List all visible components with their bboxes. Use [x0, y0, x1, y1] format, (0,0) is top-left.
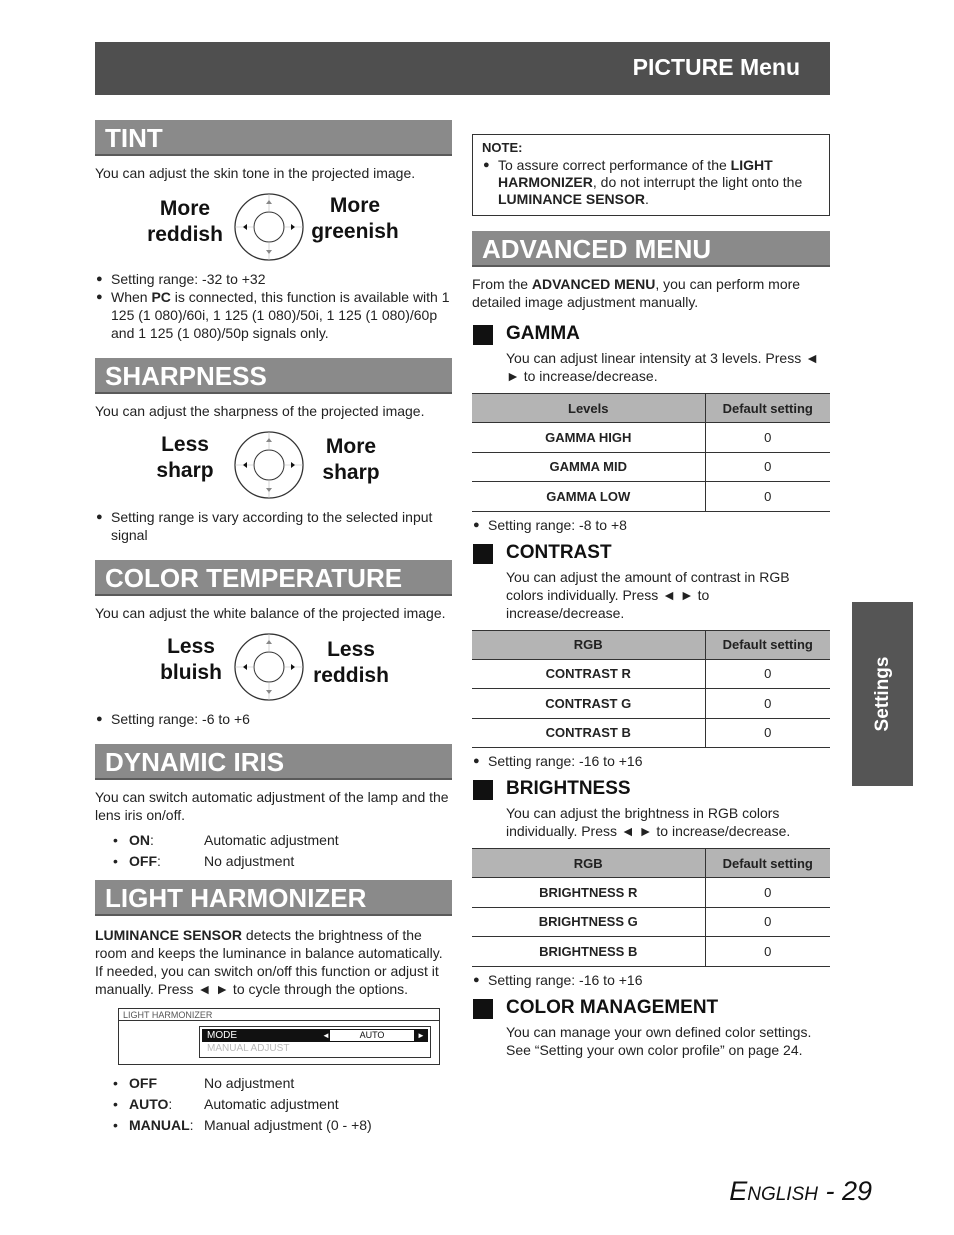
dpad-icon: [233, 192, 305, 262]
light-harmonizer-description: LUMINANCE SENSOR detects the brightness of the room and keeps the luminance in balance automatically. If needed, you can switch on/off this function or adjust it manually. Press ◄ ► to cycle through the options.: [95, 927, 443, 997]
tint-description: You can adjust the skin tone in the projected image.: [95, 165, 416, 181]
page-footer: ENGLISH - 29: [729, 1176, 872, 1206]
list-item: ● When PC is connected, this function is available with 1 125 (1 080)/60i, 1 125 (1 080)/50i, 1 125 (1 080)/60p and 1 125 (1 080)/50p signals only.: [95, 288, 452, 342]
sharpness-right-label: More sharp: [322, 435, 380, 484]
table-row: BRIGHTNESS G 0: [472, 907, 830, 937]
brightness-description: You can adjust the brightness in RGB colors individually. Press ◄ ► to increase/decrease.: [506, 805, 791, 839]
dynamic-iris-description: You can switch automatic adjustment of the lamp and the lens iris on/off.: [95, 789, 449, 823]
list-item: ● Setting range: -16 to +16: [472, 971, 830, 989]
table-header: Default setting: [705, 394, 830, 423]
table-row: CONTRAST R 0: [472, 659, 830, 689]
light-harmonizer-options: [95, 1073, 452, 1136]
left-column: [95, 120, 452, 1136]
sharpness-left-label: Less sharp: [156, 433, 214, 482]
list-item: • OFF: No adjustment: [129, 851, 452, 872]
light-harmonizer-menu-screen: [118, 1008, 440, 1065]
menu-row-manual-adjust: MANUAL ADJUST: [207, 1043, 290, 1054]
table-header-row: [472, 630, 830, 659]
color-temperature-left-label: Less bluish: [160, 635, 222, 684]
tint-heading: TINT: [95, 120, 452, 156]
settings-side-tab: Settings: [852, 602, 913, 786]
arrow-left-icon: ◄: [322, 1031, 330, 1040]
tint-bullets: [95, 270, 452, 342]
table-row: GAMMA HIGH 0: [472, 423, 830, 453]
menu-mode-value: AUTO: [330, 1030, 414, 1041]
brightness-table: [472, 848, 830, 967]
list-item: ● Setting range: -6 to +6: [95, 710, 452, 728]
gamma-table: [472, 393, 830, 512]
dpad-icon: [233, 632, 305, 702]
color-temperature-dial-row: [95, 632, 452, 704]
sharpness-description: You can adjust the sharpness of the projected image.: [95, 403, 425, 419]
table-row: BRIGHTNESS R 0: [472, 878, 830, 908]
contrast-heading: CONTRAST: [472, 542, 830, 564]
list-item: ● Setting range: -16 to +16: [472, 752, 830, 770]
color-management-description: You can manage your own defined color settings. See “Setting your own color profile” on page 24.: [506, 1023, 812, 1058]
color-temperature-description: You can adjust the white balance of the projected image.: [95, 605, 446, 621]
table-header-row: [472, 849, 830, 878]
table-header: Default setting: [705, 630, 830, 659]
dpad-icon: [233, 430, 305, 500]
sharpness-dial-row: [95, 430, 452, 502]
menu-screen-box: [199, 1026, 431, 1058]
list-item: • AUTO: Automatic adjustment: [129, 1094, 452, 1115]
list-item: • MANUAL: Manual adjustment (0 - +8): [129, 1115, 452, 1136]
table-header: RGB: [472, 849, 705, 878]
note-title: NOTE:: [482, 140, 523, 155]
table-header: Levels: [472, 394, 705, 423]
color-management-heading: COLOR MANAGEMENT: [472, 997, 830, 1019]
list-item: • OFF No adjustment: [129, 1073, 452, 1094]
color-temperature-heading: COLOR TEMPERATURE: [95, 560, 452, 596]
dynamic-iris-heading: DYNAMIC IRIS: [95, 744, 452, 780]
right-column: [472, 134, 830, 1059]
sharpness-bullets: [95, 508, 452, 544]
contrast-table: [472, 630, 830, 749]
list-item: ● To assure correct performance of the LIGHT HARMONIZER, do not interrupt the light onto the LUMINANCE SENSOR.: [482, 157, 820, 208]
table-header: Default setting: [705, 849, 830, 878]
menu-row-mode: MODE ◄ AUTO ►: [202, 1029, 428, 1042]
brightness-heading: BRIGHTNESS: [472, 778, 830, 800]
color-temperature-right-label: Less reddish: [313, 638, 389, 687]
arrow-right-icon: ►: [417, 1031, 425, 1040]
contrast-description: You can adjust the amount of contrast in RGB colors individually. Press ◄ ► to increase/decrease.: [506, 568, 790, 621]
table-row: CONTRAST B 0: [472, 718, 830, 748]
tint-left-label: More reddish: [147, 197, 223, 246]
tint-dial-row: [95, 192, 452, 264]
gamma-description: You can adjust linear intensity at 3 levels. Press ◄ ► to increase/decrease.: [506, 350, 819, 384]
light-harmonizer-heading: LIGHT HARMONIZER: [95, 880, 452, 916]
table-header: RGB: [472, 630, 705, 659]
table-row: GAMMA MID 0: [472, 452, 830, 482]
tint-right-label: More greenish: [311, 194, 399, 243]
advanced-menu-heading: ADVANCED MENU: [472, 231, 830, 267]
dynamic-iris-options: [95, 830, 452, 872]
table-header-row: [472, 394, 830, 423]
page-section-title: PICTURE Menu: [632, 54, 800, 80]
list-item: ● Setting range: -32 to +32: [95, 270, 452, 288]
table-row: BRIGHTNESS B 0: [472, 937, 830, 967]
color-temperature-bullets: [95, 710, 452, 728]
header-bar: [95, 42, 830, 95]
list-item: ● Setting range is vary according to the selected input signal: [95, 508, 452, 544]
menu-screen-title: LIGHT HARMONIZER: [119, 1009, 439, 1021]
table-row: GAMMA LOW 0: [472, 482, 830, 512]
list-item: ● Setting range: -8 to +8: [472, 516, 830, 534]
sharpness-heading: SHARPNESS: [95, 358, 452, 394]
advanced-menu-description: From the ADVANCED MENU, you can perform more detailed image adjustment manually.: [472, 276, 801, 310]
table-row: CONTRAST G 0: [472, 689, 830, 719]
note-box: [472, 134, 830, 216]
list-item: • ON: Automatic adjustment: [129, 830, 452, 851]
gamma-heading: GAMMA: [472, 323, 830, 345]
